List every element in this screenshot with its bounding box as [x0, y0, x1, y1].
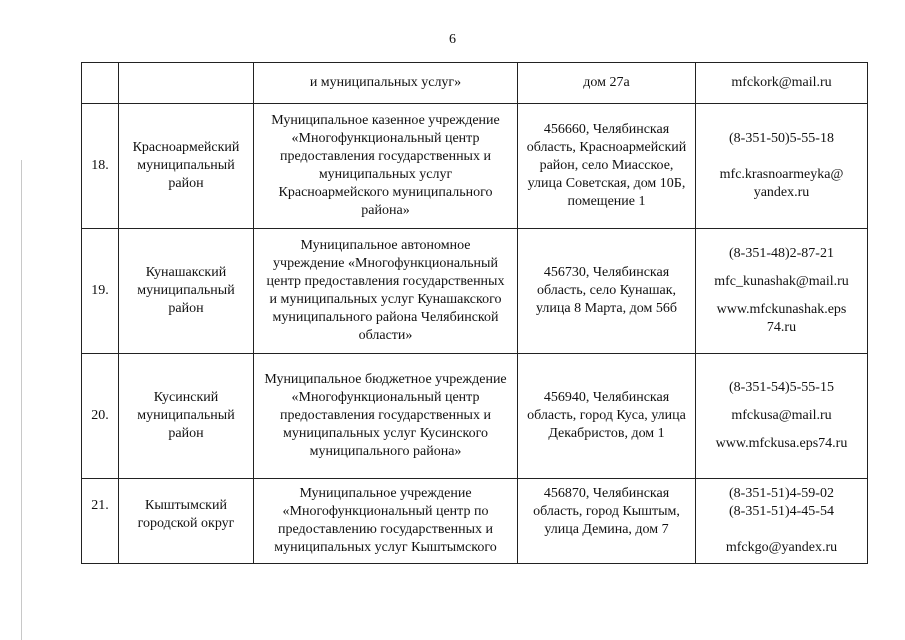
institution-line: Красноармейского муниципального	[278, 185, 493, 200]
institution-line: Муниципальное автономное	[300, 238, 471, 253]
institution-line: предоставления государственных и	[280, 149, 491, 164]
address-line: область, город Куса, улица	[527, 408, 686, 423]
cell-contact: mfckork@mail.ru	[696, 63, 868, 104]
institution-line: учреждение «Многофункциональный	[273, 256, 498, 271]
institution-line: области»	[358, 328, 413, 343]
email-address: mfckgo@yandex.ru	[725, 540, 838, 555]
institution-line: муниципального района»	[309, 444, 462, 459]
email-address: mfckusa@mail.ru	[731, 408, 832, 423]
district-line: район	[168, 426, 204, 441]
address-line: помещение 1	[567, 194, 646, 209]
email-address: mfc_kunashak@mail.ru	[714, 274, 849, 289]
cell-number: 19.	[82, 229, 119, 354]
cell-institution	[254, 354, 518, 479]
address-line: 456940, Челябинская	[543, 390, 670, 405]
institution-line: и муниципальных услуг Кунашакского	[269, 292, 502, 307]
institution-line: муниципальных услуг Кусинского	[282, 426, 489, 441]
table-row-continuation	[82, 63, 868, 104]
institution-line: муниципальных услуг Кыштымского	[274, 540, 497, 555]
phone-number: (8-351-51)4-59-02	[729, 486, 834, 501]
district-line: муниципальный	[137, 408, 235, 423]
cell-contact	[696, 354, 868, 479]
cell-contact	[696, 479, 868, 564]
institution-line: Муниципальное казенное учреждение	[271, 113, 500, 128]
cell-number: 18.	[82, 104, 119, 229]
cell-institution	[254, 104, 518, 229]
website-address: www.mfckusa.eps74.ru	[715, 436, 848, 451]
address-line: улица 8 Марта, дом 56б	[536, 301, 677, 316]
institution-line: Муниципальное бюджетное учреждение	[264, 372, 507, 387]
institution-line: «Многофункциональный центр	[291, 131, 480, 146]
website-address: 74.ru	[766, 320, 797, 335]
address-line: улица Советская, дом 10Б,	[527, 176, 686, 191]
cell-address: дом 27а	[518, 63, 696, 104]
phone-number: (8-351-50)5-55-18	[729, 131, 834, 146]
cell-district	[119, 229, 254, 354]
phone-number: (8-351-54)5-55-15	[729, 380, 834, 395]
cell-address	[518, 229, 696, 354]
cell-district	[119, 354, 254, 479]
website-address: www.mfckunashak.eps	[716, 302, 847, 317]
district-line: муниципальный	[137, 283, 235, 298]
table-row	[82, 229, 868, 354]
cell-address	[518, 104, 696, 229]
district-line: городской округ	[137, 516, 235, 531]
district-line: район	[168, 301, 204, 316]
cell-number: 20.	[82, 354, 119, 479]
page-edge-line	[21, 160, 22, 640]
cell-address	[518, 354, 696, 479]
cell-district	[119, 104, 254, 229]
address-line: 456870, Челябинская	[543, 486, 670, 501]
table-row	[82, 104, 868, 229]
address-line: область, город Кыштым,	[533, 504, 680, 519]
address-line: Декабристов, дом 1	[548, 426, 665, 441]
cell-institution	[254, 479, 518, 564]
district-line: муниципальный	[137, 158, 235, 173]
phone-number: (8-351-48)2-87-21	[729, 246, 834, 261]
phone-number: (8-351-51)4-45-54	[729, 504, 834, 519]
institution-line: предоставления государственных и	[280, 408, 491, 423]
email-address: yandex.ru	[753, 185, 810, 200]
district-line: Кыштымский	[145, 498, 227, 513]
address-line: 456660, Челябинская	[543, 122, 670, 137]
cell-address	[518, 479, 696, 564]
cell-institution: и муниципальных услуг»	[254, 63, 518, 104]
district-line: Красноармейский	[132, 140, 240, 155]
institution-line: центр предоставления государственных	[266, 274, 505, 289]
institution-line: района»	[361, 203, 410, 218]
institution-line: «Многофункциональный центр	[291, 390, 480, 405]
institution-line: Муниципальное учреждение	[299, 486, 472, 501]
cell-number	[82, 63, 119, 104]
page-number: 6	[449, 32, 456, 47]
cell-contact	[696, 104, 868, 229]
address-line: область, село Кунашак,	[536, 283, 677, 298]
cell-district	[119, 63, 254, 104]
district-line: район	[168, 176, 204, 191]
institution-line: «Многофункциональный центр по	[282, 504, 489, 519]
cell-institution	[254, 229, 518, 354]
address-line: 456730, Челябинская	[543, 265, 670, 280]
cell-contact	[696, 229, 868, 354]
table-row	[82, 354, 868, 479]
district-line: Кунашакский	[145, 265, 227, 280]
institution-line: муниципальных услуг	[318, 167, 453, 182]
institution-line: муниципального района Челябинской	[272, 310, 499, 325]
email-address: mfc.krasnoarmeyka@	[719, 167, 844, 182]
cell-district	[119, 479, 254, 564]
district-line: Кусинский	[153, 390, 219, 405]
cell-number: 21.	[82, 479, 119, 564]
address-line: область, Красноармейский	[526, 140, 687, 155]
address-line: улица Демина, дом 7	[544, 522, 669, 537]
address-line: район, село Миасское,	[539, 158, 674, 173]
institution-line: предоставлению государственных и	[278, 522, 493, 537]
mfc-registry-table	[81, 62, 868, 564]
table-row	[82, 479, 868, 564]
